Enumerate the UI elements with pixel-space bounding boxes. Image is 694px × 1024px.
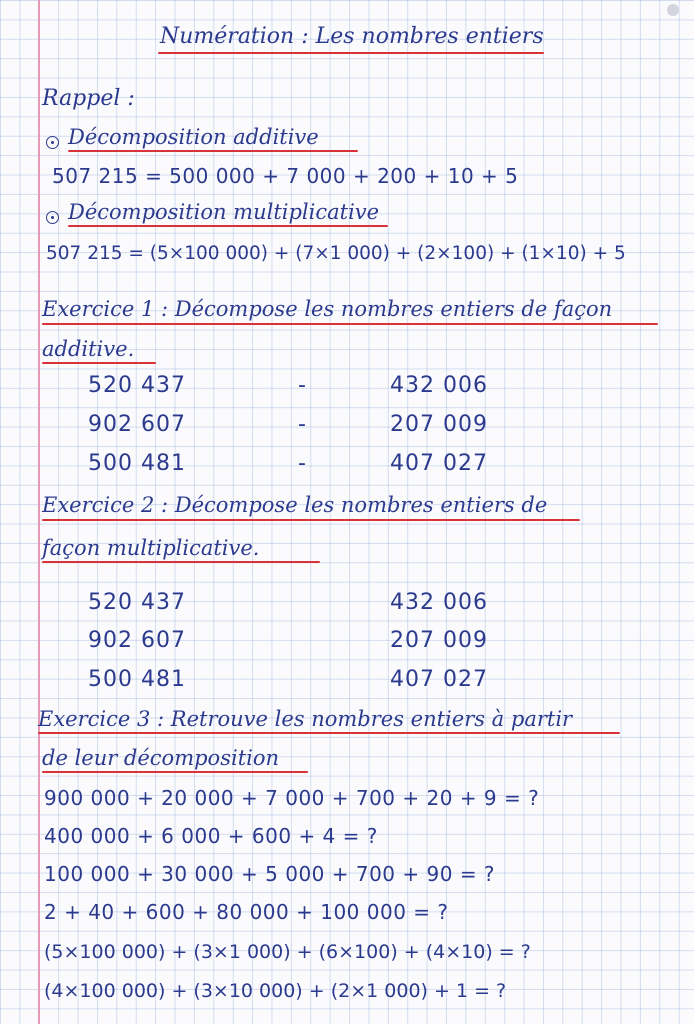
ex3-item: 900 000 + 20 000 + 7 000 + 700 + 20 + 9 = ? [44,786,540,810]
bullet-icon [46,211,59,224]
additive-label: Décomposition additive [68,125,319,149]
exercise-3-line-1: Exercice 3 : Retrouve les nombres entiers à partir [38,707,573,731]
exercise-1-underline-2 [42,362,156,364]
ex3-item: (5×100 000) + (3×1 000) + (6×100) + (4×10) = ? [44,941,531,963]
punch-hole [667,4,679,16]
exercise-1-line-2: additive. [42,337,135,361]
multiplicative-equation: 507 215 = (5×100 000) + (7×1 000) + (2×100) + (1×10) + 5 [46,243,626,264]
ex1-dash: - [298,373,306,398]
exercise-1-line-1: Exercice 1 : Décompose les nombres entiers de façon [42,297,613,321]
exercise-2-underline-1 [42,519,580,521]
exercise-3-line-2: de leur décomposition [42,746,280,770]
ex1-number: 902 607 [88,412,186,437]
ex1-dash: - [298,451,306,476]
exercise-1-underline-1 [42,323,658,325]
multiplicative-underline [68,225,388,227]
ex3-item: 2 + 40 + 600 + 80 000 + 100 000 = ? [44,900,449,924]
ex3-item: 100 000 + 30 000 + 5 000 + 700 + 90 = ? [44,862,496,886]
ex1-number: 432 006 [390,373,488,398]
exercise-3-underline-2 [42,771,308,773]
margin-line [38,0,40,1024]
ex3-item: (4×100 000) + (3×10 000) + (2×1 000) + 1 = ? [44,980,507,1002]
ex3-item: 400 000 + 6 000 + 600 + 4 = ? [44,824,378,848]
ex2-number: 432 006 [390,590,488,615]
exercise-3-underline-1 [38,732,620,734]
ex2-number: 520 437 [88,590,186,615]
rappel-heading: Rappel : [42,86,135,111]
exercise-2-underline-2 [42,561,320,563]
ex2-number: 407 027 [390,667,488,692]
ex1-number: 207 009 [390,412,488,437]
ex1-dash: - [298,412,306,437]
ex2-number: 207 009 [390,628,488,653]
ex2-number: 500 481 [88,667,186,692]
additive-underline [68,150,358,152]
ex1-number: 520 437 [88,373,186,398]
ex1-number: 407 027 [390,451,488,476]
title-underline [158,52,544,54]
exercise-2-line-1: Exercice 2 : Décompose les nombres entiers de [42,493,548,517]
multiplicative-label: Décomposition multiplicative [68,200,380,224]
ex1-number: 500 481 [88,451,186,476]
bullet-icon [46,136,59,149]
additive-equation: 507 215 = 500 000 + 7 000 + 200 + 10 + 5 [52,164,519,188]
ex2-number: 902 607 [88,628,186,653]
page-title: Numération : Les nombres entiers [160,24,544,49]
exercise-2-line-2: façon multiplicative. [42,536,260,560]
